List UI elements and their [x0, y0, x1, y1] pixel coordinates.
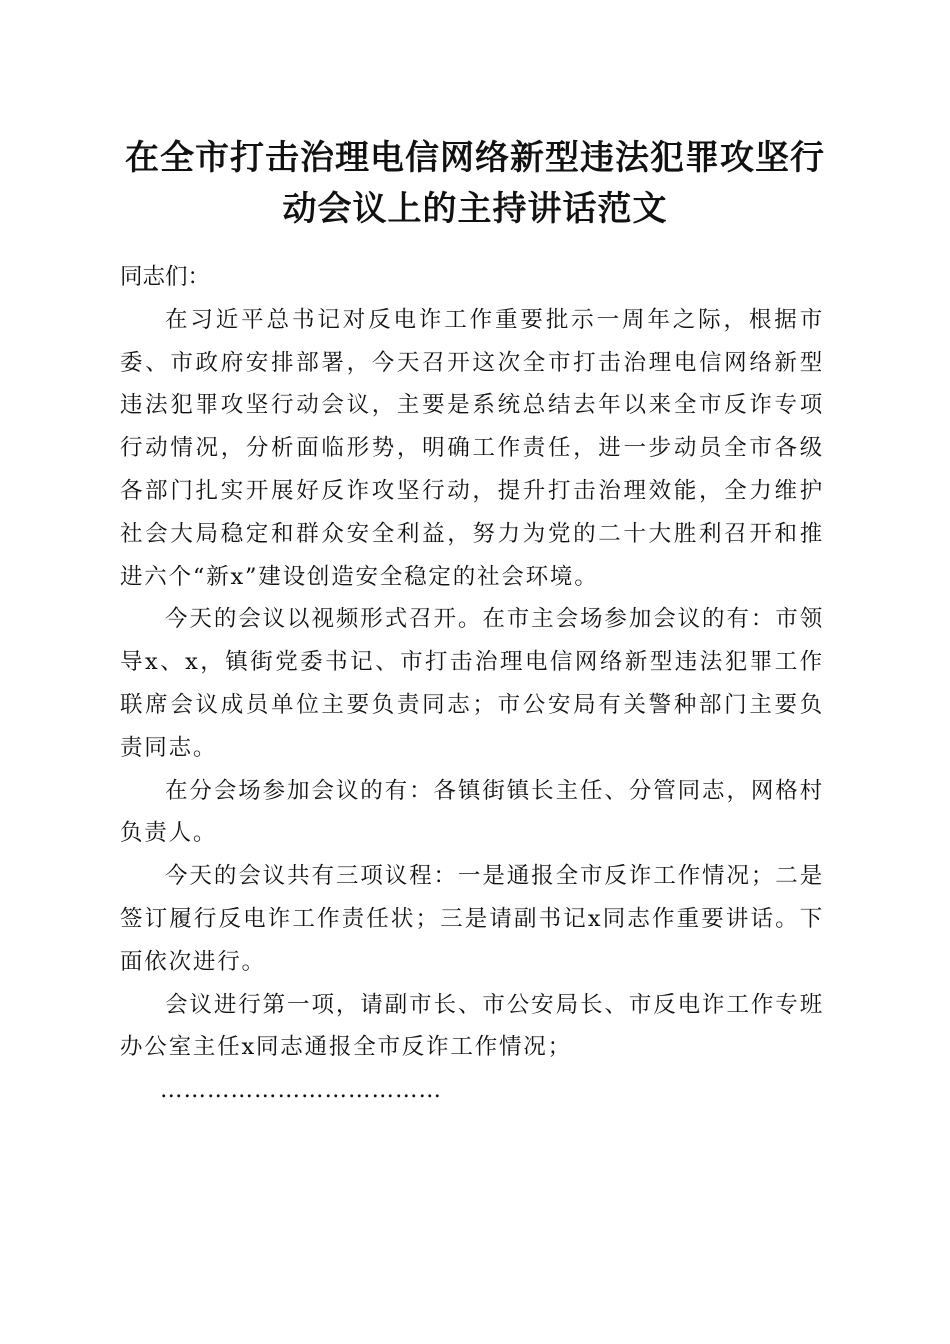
paragraph-1: 在习近平总书记对反电诈工作重要批示一周年之际，根据市委、市政府安排部署，今天召开这次全市打击治理电信网络新型违法犯罪攻坚行动会议，主要是系统总结去年以来全市反诈专项行动情况，分析面临形势，明确工作责任，进一步动员全市各级各部门扎实开展好反诈攻坚行动，提升打击治理效能，全力维护社会大局稳定和群众安全利益，努力为党的二十大胜利召开和推进六个“新x”建设创造安全稳定的社会环境。: [120, 306, 824, 590]
title-line-2: 动会议上的主持讲话范文: [282, 189, 668, 229]
paragraph-5: 会议进行第一项，请副市长、市公安局长、市反电诈工作专班办公室主任x同志通报全市反诈工作情况；: [120, 991, 824, 1061]
paragraph-2: 今天的会议以视频形式召开。在市主会场参加会议的有：市领导x、x，镇街党委书记、市打击治理电信网络新型违法犯罪工作联席会议成员单位主要负责同志；市公安局有关警种部门主要负责同志。: [120, 606, 824, 761]
title-line-1: 在全市打击治理电信网络新型违法犯罪攻坚行: [125, 138, 825, 178]
paragraph-3: 在分会场参加会议的有：各镇街镇长主任、分管同志，网格村负责人。: [120, 777, 824, 847]
document-body: [120, 256, 824, 1112]
document-title: [100, 133, 850, 235]
ellipsis-continuation: ………………………………: [160, 1077, 442, 1104]
salutation: 同志们：: [120, 264, 211, 290]
paragraph-4: 今天的会议共有三项议程：一是通报全市反诈工作情况；二是签订履行反电诈工作责任状；三是请副书记x同志作重要讲话。下面依次进行。: [120, 863, 824, 975]
